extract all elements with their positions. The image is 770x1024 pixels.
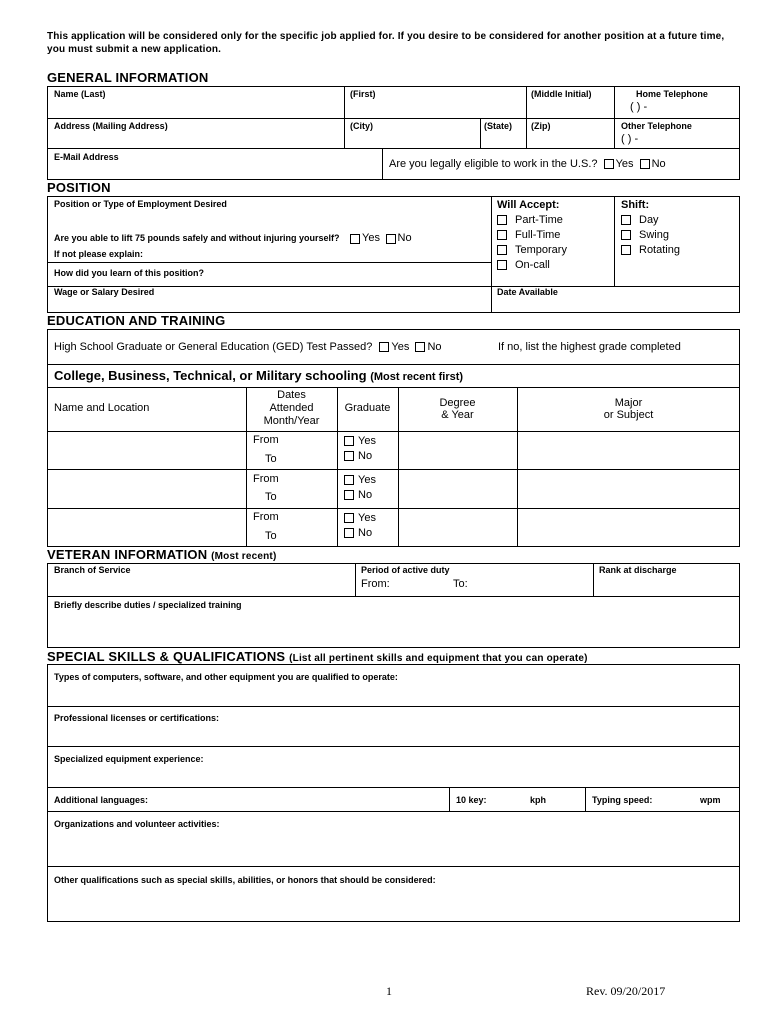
wage-label: Wage or Salary Desired (54, 287, 155, 297)
accept-temporary-label: Temporary (515, 244, 567, 256)
hs-note: If no, list the highest grade completed (498, 341, 681, 353)
shift-option[interactable] (621, 243, 680, 258)
checkbox[interactable] (497, 245, 507, 255)
hs-no-label: No (427, 341, 442, 353)
shift-day-label: Day (639, 214, 659, 226)
accept-option[interactable] (497, 228, 567, 243)
row2-to: To (265, 491, 277, 503)
email-label: E-Mail Address (54, 152, 119, 162)
row3-from: From (253, 511, 279, 523)
accept-fulltime-label: Full-Time (515, 229, 561, 241)
row1-grad (344, 434, 376, 464)
veteran-subtitle: (Most recent) (211, 551, 277, 562)
grad-no-label: No (358, 450, 373, 462)
col-major-line: or Subject (603, 409, 654, 421)
lift-no-checkbox[interactable] (386, 234, 396, 244)
eligible-yes-checkbox[interactable] (604, 159, 614, 169)
home-telephone-label: Home Telephone (636, 89, 708, 99)
shift-swing-label: Swing (639, 229, 669, 241)
branch-label: Branch of Service (54, 565, 131, 575)
skills-title-text: SPECIAL SKILLS & QUALIFICATIONS (47, 649, 286, 664)
period-label: Period of active duty (361, 565, 450, 575)
row2-from: From (253, 473, 279, 485)
lift-question (54, 232, 412, 244)
col-dates-line: Month/Year (263, 415, 320, 427)
skills-subtitle: (List all pertinent skills and equipment that you can operate) (289, 653, 588, 664)
licenses-label: Professional licenses or certifications: (54, 713, 220, 723)
college-subtitle: (Most recent first) (370, 371, 464, 383)
col-degree-line: & Year (441, 409, 474, 421)
row3-grad (344, 511, 376, 541)
grad-no-checkbox[interactable] (344, 528, 354, 538)
name-last-label: Name (Last) (54, 89, 106, 99)
shift-title: Shift: (621, 199, 650, 211)
explain-label: If not please explain: (54, 249, 144, 259)
grad-yes-label: Yes (358, 512, 376, 524)
veteran-title-text: VETERAN INFORMATION (47, 547, 208, 562)
col-major (517, 397, 740, 421)
lift-no-label: No (397, 232, 412, 244)
accept-parttime-label: Part-Time (515, 214, 563, 226)
accept-option[interactable] (497, 258, 567, 273)
eligible-yes-label: Yes (615, 158, 634, 170)
kph-label: kph (530, 795, 547, 805)
home-telephone-mask[interactable]: ( ) - (630, 101, 648, 113)
col-graduate: Graduate (344, 402, 391, 414)
col-dates-line: Attended (269, 402, 314, 414)
hs-question (54, 341, 442, 353)
section-position-title: POSITION (47, 180, 111, 195)
eligible-no-checkbox[interactable] (640, 159, 650, 169)
grad-no-checkbox[interactable] (344, 490, 354, 500)
will-accept-title: Will Accept: (497, 199, 560, 211)
state-label: (State) (484, 121, 513, 131)
name-first-label: (First) (350, 89, 376, 99)
hs-yes-label: Yes (391, 341, 410, 353)
eligibility-text: Are you legally eligible to work in the U.S.? (389, 158, 598, 170)
col-degree-line: Degree (439, 397, 476, 409)
row1-to: To (265, 453, 277, 465)
period-from: From: (361, 578, 390, 590)
college-title: College, Business, Technical, or Military schooling (54, 368, 367, 383)
languages-label: Additional languages: (54, 795, 149, 805)
orgs-label: Organizations and volunteer activities: (54, 819, 220, 829)
row2-grad (344, 473, 376, 503)
accept-oncall-label: On-call (515, 259, 550, 271)
equipment-label: Specialized equipment experience: (54, 754, 204, 764)
duties-label: Briefly describe duties / specialized training (54, 600, 242, 610)
eligible-no-label: No (651, 158, 666, 170)
hs-no-checkbox[interactable] (415, 342, 425, 352)
grad-yes-label: Yes (358, 474, 376, 486)
grad-yes-label: Yes (358, 435, 376, 447)
rank-label: Rank at discharge (599, 565, 677, 575)
period-to: To: (453, 578, 468, 590)
zip-label: (Zip) (531, 121, 551, 131)
date-available-label: Date Available (497, 287, 558, 297)
grad-yes-checkbox[interactable] (344, 513, 354, 523)
section-education-title: EDUCATION AND TRAINING (47, 313, 226, 328)
col-dates-line: Dates (277, 389, 306, 401)
education-table (47, 329, 740, 547)
will-accept-group (497, 198, 567, 273)
lift-text: Are you able to lift 75 pounds safely and without injuring yourself? (54, 233, 340, 243)
row3-to: To (265, 530, 277, 542)
checkbox[interactable] (497, 230, 507, 240)
position-type-label: Position or Type of Employment Desired (54, 199, 227, 209)
other-telephone-label: Other Telephone (621, 121, 692, 131)
middle-initial-label: (Middle Initial) (531, 89, 592, 99)
section-general-title: GENERAL INFORMATION (47, 70, 209, 85)
grad-no-label: No (358, 489, 373, 501)
college-heading (54, 368, 463, 383)
computers-label: Types of computers, software, and other equipment you are qualified to operate: (54, 672, 398, 682)
section-skills-title (47, 649, 588, 664)
typing-label: Typing speed: (592, 795, 653, 805)
tenkey-label: 10 key: (456, 795, 487, 805)
eligibility-question (389, 158, 666, 170)
grad-no-checkbox[interactable] (344, 451, 354, 461)
accept-option[interactable] (497, 213, 567, 228)
shift-group (621, 198, 680, 258)
other-telephone-mask[interactable]: ( ) - (621, 133, 639, 145)
checkbox[interactable] (497, 260, 507, 270)
checkbox[interactable] (621, 230, 631, 240)
hs-text: High School Graduate or General Education (GED) Test Passed? (54, 341, 373, 353)
section-veteran-title (47, 547, 276, 562)
page-number: 1 (386, 984, 392, 998)
learn-label: How did you learn of this position? (54, 268, 204, 278)
checkbox[interactable] (621, 215, 631, 225)
grad-no-label: No (358, 527, 373, 539)
lift-yes-label: Yes (362, 232, 380, 244)
lift-yes-checkbox[interactable] (350, 234, 360, 244)
shift-rotating-label: Rotating (639, 244, 680, 256)
other-quals-label: Other qualifications such as special skills, abilities, or honors that should be considered: (54, 875, 436, 885)
col-degree (398, 397, 517, 421)
accept-option[interactable] (497, 243, 567, 258)
revision-date: Rev. 09/20/2017 (586, 984, 666, 998)
grad-yes-checkbox[interactable] (344, 436, 354, 446)
checkbox[interactable] (621, 245, 631, 255)
city-label: (City) (350, 121, 373, 131)
address-label: Address (Mailing Address) (54, 121, 168, 131)
grad-yes-checkbox[interactable] (344, 475, 354, 485)
col-dates-attended (246, 389, 337, 428)
col-major-line: Major (614, 397, 643, 409)
wpm-label: wpm (700, 795, 721, 805)
checkbox[interactable] (497, 215, 507, 225)
intro-text: This application will be considered only for the specific job applied for. If you desire to be considered for another position at a future time, you must submit a new application. (47, 31, 725, 55)
col-name-location: Name and Location (54, 402, 150, 414)
hs-yes-checkbox[interactable] (379, 342, 389, 352)
shift-option[interactable] (621, 228, 680, 243)
shift-option[interactable] (621, 213, 680, 228)
row1-from: From (253, 434, 279, 446)
